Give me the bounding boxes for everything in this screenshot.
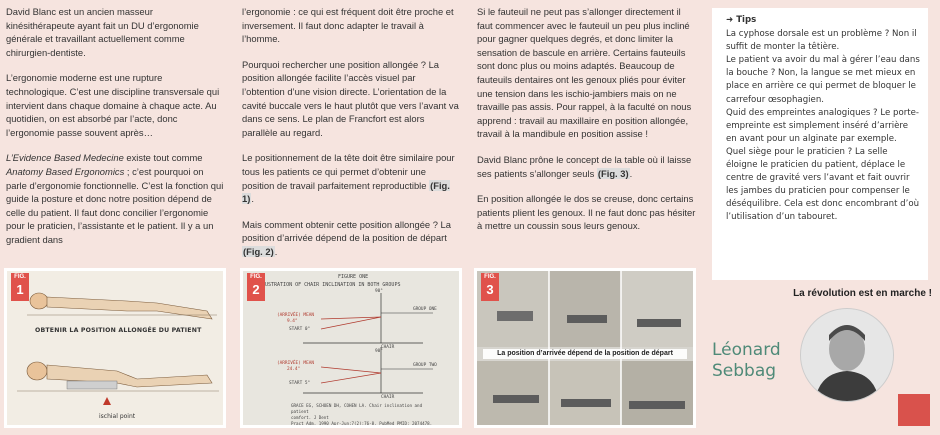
figure-reference[interactable]: (Fig. 1) — [242, 179, 450, 205]
paragraph-text: Le positionnement de la tête doit être similaire pour tous les patients ce qui permet d’obtenir une position de travail parfaitement reproductible — [242, 152, 455, 191]
paragraph-text: David Blanc prône le concept de la table où il laisse ses patients s’allonger seuls — [477, 153, 692, 179]
closing-statement: La révolution est en marche ! — [793, 288, 932, 299]
author-first-name: Léonard — [712, 340, 781, 360]
paragraph — [477, 153, 696, 180]
paragraph-text: existe tout comme — [123, 152, 203, 164]
figure-tag-label: FIG. — [250, 274, 262, 280]
author-name — [712, 340, 792, 382]
author-last-name: Sebbag — [712, 361, 777, 381]
chair-inclination-diagram — [243, 271, 459, 425]
figure-number: 2 — [252, 282, 260, 297]
article-column-3 — [477, 5, 696, 245]
figure-tag — [11, 273, 29, 301]
arrived-value: 24.4° — [287, 367, 301, 372]
author-avatar — [800, 308, 894, 402]
paragraph: David Blanc est un ancien masseur kinésithérapeute ayant fait un DU d’ergonomie générale et travaillant actuellement comme chirurgien-dentiste. — [6, 6, 199, 58]
paragraph-text: ; c’est pourquoi on parle d’ergonomie fonctionnelle. C’est la fonction qui guide la posture et donc notre position dépend de celle du patient. Il faut donc concilier l’ergonomie pour le praticien, l’assistante et le patient. Il y a un gradient dans — [6, 165, 224, 245]
decorative-square — [898, 394, 930, 426]
figure-tag-label: FIG. — [14, 274, 26, 280]
paragraph: Si le fauteuil ne peut pas s’allonger directement il faut commencer avec le fauteuil un peu plus incliné pour gagner quelques degrés, et donc limiter la sensation de bascule en arrière. Certains fauteuils sont donc plus ou moins adaptés. Beaucoup de fauteuils dentaires ont les genoux pliés pour éviter une tension dans les ischio-jambiers mais on ne travaille pas assis. Pour rappel, à la faculté on nous apprend : travail au maxillaire en position allongée, travail à la mandibule en position assise ! — [477, 6, 692, 140]
tip-item: Quel siège pour le praticien ? La selle éloigne le praticien du patient, déplace le centre de gravité vers l’avant et fait ouvrir les jambes du praticien pour compenser le déséquilibre. Cela est donc encombrant d’où l’utilisation d’un tabouret. — [726, 146, 920, 223]
lying-patient-illustration — [7, 271, 223, 425]
angle-label: 90° — [375, 289, 383, 294]
tips-box — [712, 8, 928, 280]
paragraph: L’ergonomie moderne est une rupture technologique. C’est une discipline transversale qui intervient dans chaque domaine à chaque acte. Au quotidien, on est absorbé par l’acte, donc l’ergonomie passe souvent après… — [6, 72, 220, 138]
arrived-label: (ARRIVÉE) MEAN — [277, 313, 315, 318]
paragraph: l’ergonomie : ce qui est fréquent doit être proche et inversement. Il faut donc adapter le travail à l’homme. — [242, 6, 454, 45]
paragraph-text: Mais comment obtenir cette position allongée ? La position d’arrivée dépend de la position de départ — [242, 218, 451, 244]
paragraph — [242, 151, 460, 205]
figure-tag — [481, 273, 499, 301]
ischial-point-label: ischial point — [99, 413, 136, 420]
tips-title: ➜ Tips — [726, 15, 757, 25]
paragraph-text: . — [629, 167, 633, 179]
arrived-value: 9.4° — [287, 319, 298, 324]
paragraph-text: . — [251, 193, 254, 205]
photo-collage — [477, 271, 693, 425]
figure-3 — [474, 268, 696, 428]
figure-1 — [4, 268, 226, 428]
figure-reference[interactable]: (Fig. 2) — [243, 245, 274, 257]
diagram-title: FIGURE ONE — [338, 274, 369, 280]
paragraph — [6, 151, 224, 246]
angle-label: 90° — [375, 349, 383, 354]
figure-tag-label: FIG. — [484, 274, 496, 280]
tip-item: Quid des empreintes analogiques ? Le porte-empreinte est simplement inséré d’arrière en avant pour un alginate par exemple. — [726, 107, 919, 144]
citation-line: comfort. J Dent — [291, 415, 329, 420]
paragraph-text: . — [274, 245, 278, 257]
figure-number: 1 — [16, 282, 24, 297]
figure-caption: La position d’arrivée dépend de la position de départ — [483, 349, 687, 359]
start-label: START 5° — [289, 381, 311, 386]
figure-2 — [240, 268, 462, 428]
figure-caption: OBTENIR LA POSITION ALLONGÉE DU PATIENT — [35, 327, 202, 334]
paragraph: Pourquoi rechercher une position allongée ? La position allongée facilite l’accès visuel par l’obtention d’une vision directe. L’orientation de la cavité buccale vers le haut plutôt que vers l’avant va dans ce sens. Le plan de Francfort est alors parallèle au regard. — [242, 58, 459, 138]
term-evidence-based-medicine: L’Evidence Based Medecine — [6, 152, 124, 164]
diagram-subtitle: USTRATION OF CHAIR INCLINATION IN BOTH GROUPS — [265, 282, 401, 288]
chair-label: CHAIR — [381, 395, 395, 400]
tip-item: Le patient va avoir du mal à gérer l’eau dans la bouche ? Non, la langue se met mieux en place en arrière ce qui permet de bloquer le carrefour œsophagien. — [726, 55, 920, 105]
start-label: START 0° — [289, 327, 311, 332]
figure-number: 3 — [486, 282, 494, 297]
article-column-2 — [242, 5, 460, 271]
paragraph — [242, 218, 460, 259]
group-label: GROUP ONE — [413, 307, 437, 312]
figure-tag — [247, 273, 265, 301]
group-label: GROUP TWO — [413, 363, 437, 368]
diagram-citation — [291, 403, 441, 427]
citation-line: Pract Adm. 1990 Apr-Jun;7(2):76-8. PubMed PMID: 2074478. — [291, 421, 433, 426]
figure-reference[interactable]: (Fig. 3) — [597, 167, 629, 179]
term-anatomy-based-ergonomics: Anatomy Based Ergonomics — [6, 165, 125, 177]
arrived-label: (ARRIVÉE) MEAN — [277, 361, 315, 366]
article-column-1 — [6, 5, 224, 259]
chair-label: CHAIR — [381, 345, 395, 350]
tip-item: La cyphose dorsale est un problème ? Non il suffit de monter la têtière. — [726, 29, 917, 53]
citation-line: GRACE EG, SCHOEN DH, COHEN LA. Chair inclination and patient — [291, 403, 423, 414]
paragraph: En position allongée le dos se creuse, donc certains patients plient les genoux. Il ne faut donc pas hésiter à mettre un coussin sous leurs genoux. — [477, 193, 696, 232]
